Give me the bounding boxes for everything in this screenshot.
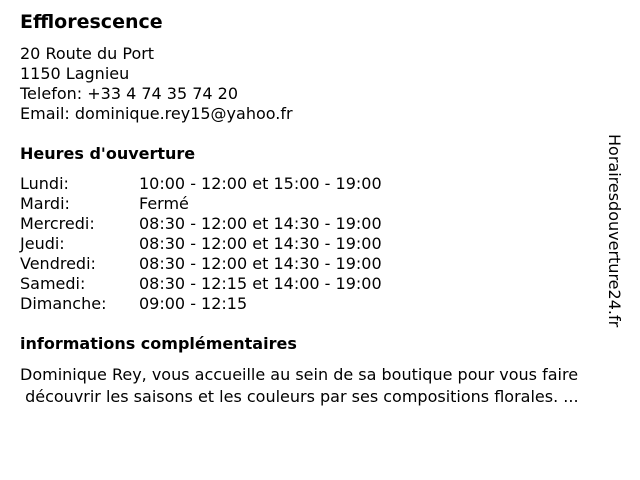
- hours-value: 08:30 - 12:15 et 14:00 - 19:00: [139, 274, 382, 293]
- description-line: Dominique Rey, vous accueille au sein de sa boutique pour vous faire: [20, 365, 579, 384]
- day-label: Mardi:: [20, 194, 70, 213]
- day-label: Jeudi:: [20, 234, 65, 253]
- day-label: Dimanche:: [20, 294, 107, 313]
- contact-block: [20, 44, 293, 124]
- phone-text: Telefon: +33 4 74 35 74 20: [20, 84, 239, 103]
- day-label: Lundi:: [20, 174, 69, 193]
- hours-value: Fermé: [139, 194, 189, 213]
- day-label: Vendredi:: [20, 254, 96, 273]
- email-text: Email: dominique.rey15@yahoo.fr: [20, 104, 293, 123]
- hours-value: 08:30 - 12:00 et 14:30 - 19:00: [139, 214, 382, 233]
- business-name: Efflorescence: [20, 11, 163, 33]
- hours-value: 08:30 - 12:00 et 14:30 - 19:00: [139, 254, 382, 273]
- day-label: Samedi:: [20, 274, 86, 293]
- hours-value: 08:30 - 12:00 et 14:30 - 19:00: [139, 234, 382, 253]
- address-line-city: 1150 Lagnieu: [20, 64, 130, 83]
- hours-value: 10:00 - 12:00 et 15:00 - 19:00: [139, 174, 382, 193]
- additional-info-heading: informations complémentaires: [20, 334, 297, 353]
- site-watermark: Horairesdouverture24.fr: [605, 134, 624, 328]
- description-line: découvrir les saisons et les couleurs par ses compositions florales. ...: [20, 387, 579, 406]
- address-line-street: 20 Route du Port: [20, 44, 155, 63]
- hours-value: 09:00 - 12:15: [139, 294, 248, 313]
- opening-hours-heading: Heures d'ouverture: [20, 144, 196, 163]
- additional-info-text: [20, 364, 630, 408]
- day-label: Mercredi:: [20, 214, 95, 233]
